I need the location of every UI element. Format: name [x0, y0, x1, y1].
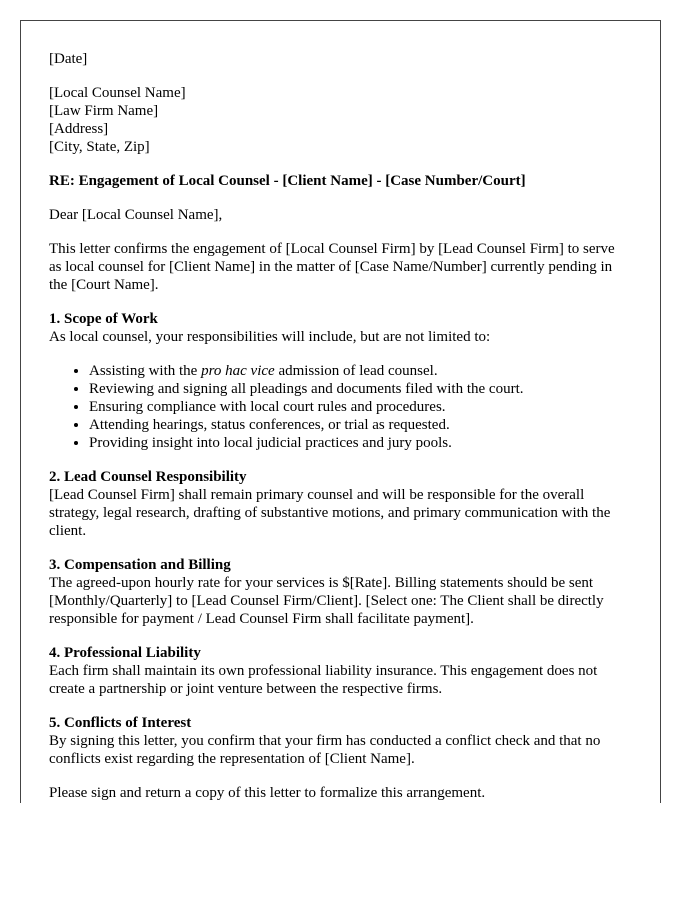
- section-body: As local counsel, your responsibilities will include, but are not limited to:: [49, 329, 491, 345]
- subject-line: RE: Engagement of Local Counsel - [Client Name] - [Case Number/Court]: [49, 173, 526, 189]
- closing-paragraph: Please sign and return a copy of this letter to formalize this arrangement.: [49, 785, 486, 801]
- recipient-firm: [Law Firm Name]: [49, 103, 159, 119]
- list-item: • Reviewing and signing all pleadings and documents filed with the court.: [89, 380, 630, 398]
- section-heading: 3. Compensation and Billing: [49, 557, 231, 573]
- list-item: • Providing insight into local judicial practices and jury pools.: [89, 434, 630, 452]
- list-item: • Assisting with the pro hac vice admission of lead counsel.: [89, 362, 630, 380]
- section-body: The agreed-upon hourly rate for your services is $[Rate]. Billing statements should be sent [Monthly/Quarterly] to [Lead Counsel Firm/Client]. [Select one: The Client shall be directly responsible for payment / Lead Counsel Firm shall facilitate payment].: [49, 575, 604, 627]
- section-heading: 4. Professional Liability: [49, 645, 201, 661]
- intro-paragraph: This letter confirms the engagement of [Local Counsel Firm] by [Lead Counsel Firm] to serve as local counsel for [Client Name] in the matter of [Case Name/Number] currently pending in the [Court Name].: [49, 241, 615, 293]
- section-body: Each firm shall maintain its own professional liability insurance. This engagement does not create a partnership or joint venture between the respective firms.: [49, 663, 598, 697]
- section-liability: [49, 644, 630, 698]
- section-heading: 2. Lead Counsel Responsibility: [49, 469, 247, 485]
- list-item: • Attending hearings, status conferences, or trial as requested.: [89, 416, 630, 434]
- list-item: • Ensuring compliance with local court rules and procedures.: [89, 398, 630, 416]
- recipient-city: [City, State, Zip]: [49, 139, 150, 155]
- section-body: [Lead Counsel Firm] shall remain primary counsel and will be responsible for the overall strategy, legal research, drafting of substantive motions, and primary communication with the client.: [49, 487, 611, 539]
- recipient-street: [Address]: [49, 121, 109, 137]
- section-lead-counsel: [49, 468, 630, 540]
- section-heading: 1. Scope of Work: [49, 311, 158, 327]
- section-scope: [49, 310, 630, 346]
- date: [Date]: [49, 51, 88, 67]
- responsibilities-list: [49, 362, 630, 452]
- recipient-address: [49, 84, 630, 156]
- section-compensation: [49, 556, 630, 628]
- section-body: By signing this letter, you confirm that your firm has conducted a conflict check and that no conflicts exist regarding the representation of [Client Name].: [49, 733, 601, 767]
- section-conflicts: [49, 714, 630, 768]
- recipient-name: [Local Counsel Name]: [49, 85, 186, 101]
- salutation: Dear [Local Counsel Name],: [49, 207, 223, 223]
- letter-page: [20, 20, 661, 803]
- section-heading: 5. Conflicts of Interest: [49, 715, 192, 731]
